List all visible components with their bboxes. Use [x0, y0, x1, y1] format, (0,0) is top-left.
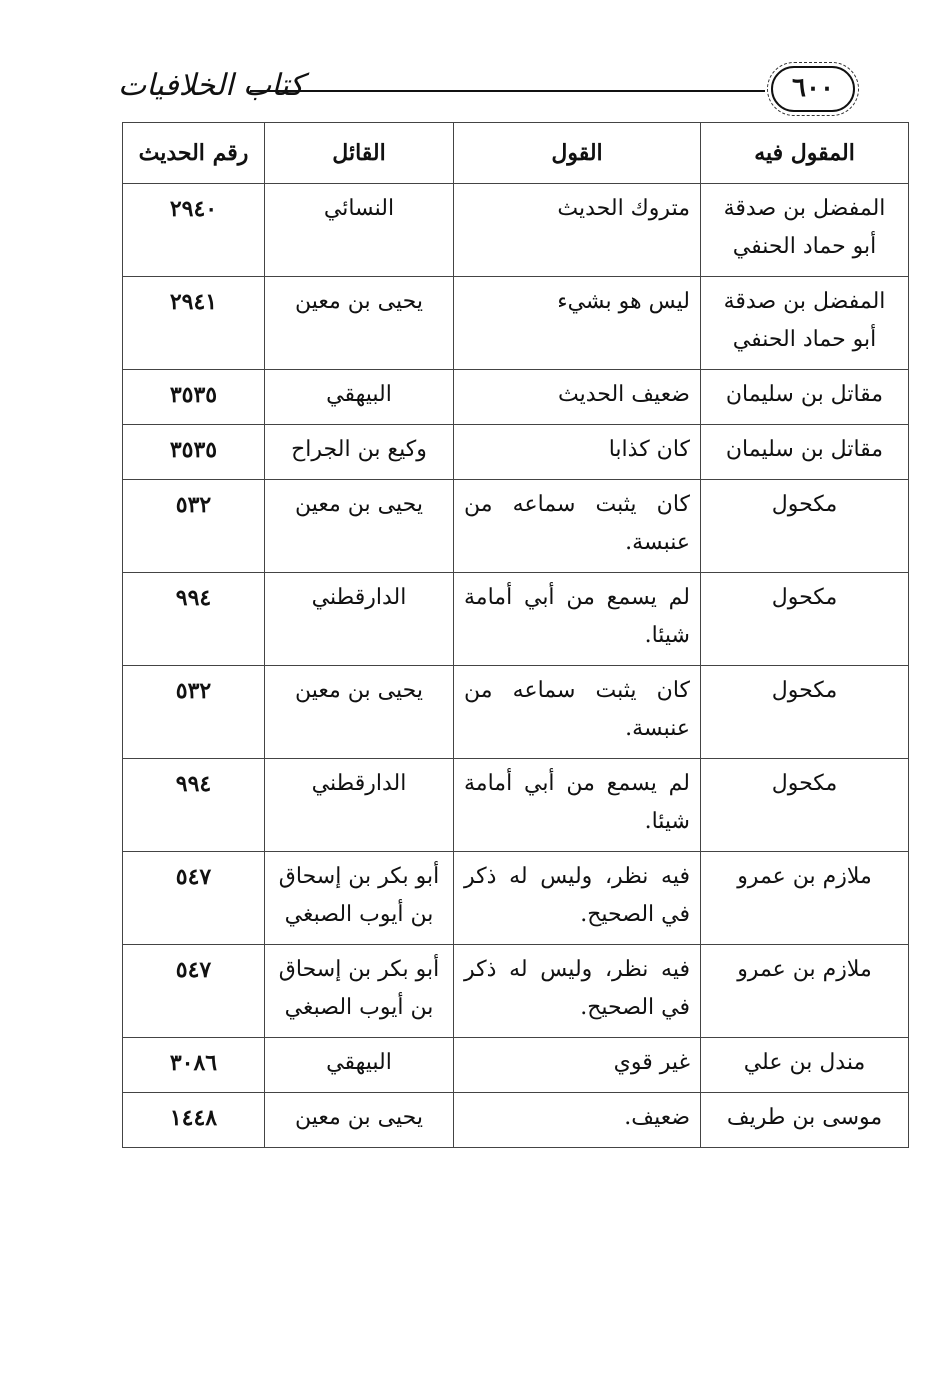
table-row	[123, 184, 909, 277]
cell-saying: ضعيف الحديث	[454, 370, 701, 425]
cell-number: ٢٩٤١	[123, 277, 265, 370]
cell-subject: مكحول	[701, 573, 909, 666]
cell-saying: غير قوي	[454, 1038, 701, 1093]
cell-number: ٩٩٤	[123, 573, 265, 666]
table-header-row	[123, 123, 909, 184]
cell-subject: مقاتل بن سليمان	[701, 370, 909, 425]
table-row	[123, 666, 909, 759]
table-row	[123, 1093, 909, 1148]
cell-sayer: الدارقطني	[265, 759, 454, 852]
cell-sayer: البيهقي	[265, 1038, 454, 1093]
cell-saying: لم يسمع من أبي أمامة شيئا.	[454, 573, 701, 666]
cell-saying: كان يثبت سماعه من عنبسة.	[454, 480, 701, 573]
table-row	[123, 945, 909, 1038]
cell-sayer: أبو بكر بن إسحاق بن أيوب الصبغي	[265, 945, 454, 1038]
book-title: كتاب الخلافيات	[118, 68, 304, 103]
cell-saying: كان يثبت سماعه من عنبسة.	[454, 666, 701, 759]
cell-sayer: يحيى بن معين	[265, 1093, 454, 1148]
cell-saying: متروك الحديث	[454, 184, 701, 277]
column-header-subject: المقول فيه	[701, 123, 909, 184]
cell-sayer: يحيى بن معين	[265, 277, 454, 370]
cell-subject: ملازم بن عمرو	[701, 852, 909, 945]
cell-subject: مكحول	[701, 480, 909, 573]
cell-number: ٥٣٢	[123, 666, 265, 759]
cell-sayer: أبو بكر بن إسحاق بن أيوب الصبغي	[265, 852, 454, 945]
column-header-sayer: القائل	[265, 123, 454, 184]
cell-number: ٣٥٣٥	[123, 370, 265, 425]
table-row	[123, 370, 909, 425]
narrators-table	[122, 122, 909, 1148]
cell-number: ٩٩٤	[123, 759, 265, 852]
cell-subject: مقاتل بن سليمان	[701, 425, 909, 480]
table-row	[123, 277, 909, 370]
header-rule	[250, 90, 765, 92]
table-row	[123, 759, 909, 852]
cell-saying: لم يسمع من أبي أمامة شيئا.	[454, 759, 701, 852]
column-header-saying: القول	[454, 123, 701, 184]
table-row	[123, 425, 909, 480]
cell-subject: مكحول	[701, 759, 909, 852]
cell-subject: المفضل بن صدقة أبو حماد الحنفي	[701, 184, 909, 277]
cell-saying: ضعيف.	[454, 1093, 701, 1148]
cell-sayer: يحيى بن معين	[265, 480, 454, 573]
cell-number: ٣٠٨٦	[123, 1038, 265, 1093]
cell-sayer: الدارقطني	[265, 573, 454, 666]
cell-number: ١٤٤٨	[123, 1093, 265, 1148]
cell-number: ٢٩٤٠	[123, 184, 265, 277]
cell-sayer: يحيى بن معين	[265, 666, 454, 759]
cell-number: ٥٣٢	[123, 480, 265, 573]
cell-sayer: النسائي	[265, 184, 454, 277]
cell-saying: ليس هو بشيء	[454, 277, 701, 370]
cell-number: ٥٤٧	[123, 852, 265, 945]
column-header-number: رقم الحديث	[123, 123, 265, 184]
cell-subject: المفضل بن صدقة أبو حماد الحنفي	[701, 277, 909, 370]
cell-number: ٥٤٧	[123, 945, 265, 1038]
cell-subject: مكحول	[701, 666, 909, 759]
table-row	[123, 1038, 909, 1093]
cell-sayer: البيهقي	[265, 370, 454, 425]
table-row	[123, 573, 909, 666]
cell-subject: مندل بن علي	[701, 1038, 909, 1093]
cell-subject: ملازم بن عمرو	[701, 945, 909, 1038]
cell-saying: كان كذابا	[454, 425, 701, 480]
page-header	[110, 62, 865, 112]
table-row	[123, 480, 909, 573]
page-number: ٦٠٠	[771, 66, 855, 112]
cell-number: ٣٥٣٥	[123, 425, 265, 480]
cell-sayer: وكيع بن الجراح	[265, 425, 454, 480]
table-row	[123, 852, 909, 945]
cell-saying: فيه نظر، وليس له ذكر في الصحيح.	[454, 945, 701, 1038]
cell-subject: موسى بن طريف	[701, 1093, 909, 1148]
cell-saying: فيه نظر، وليس له ذكر في الصحيح.	[454, 852, 701, 945]
